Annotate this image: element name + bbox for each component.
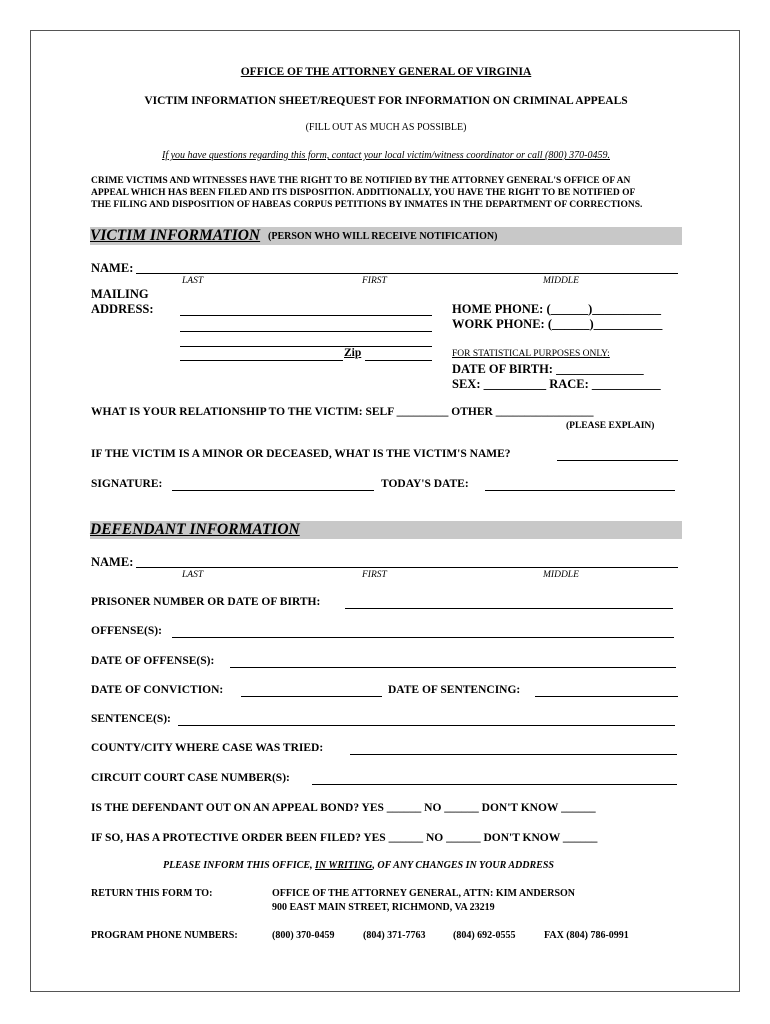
phone-2: (804) 371-7763 (363, 930, 426, 941)
return-address-line-2: 900 EAST MAIN STREET, RICHMOND, VA 23219 (272, 902, 495, 913)
todays-date-input[interactable] (485, 490, 675, 491)
date-offenses-input[interactable] (230, 667, 676, 668)
rights-line-2: APPEAL WHICH HAS BEEN FILED AND ITS DISPOSITION. ADDITIONALLY, YOU HAVE THE RIGHT TO BE NOTIFIED OF (91, 188, 636, 198)
victim-dob-field[interactable]: DATE OF BIRTH: ______________ (452, 362, 644, 376)
county-label: COUNTY/CITY WHERE CASE WAS TRIED: (91, 742, 324, 754)
circuit-label: CIRCUIT COURT CASE NUMBER(S): (91, 772, 290, 784)
zip-input[interactable] (365, 360, 432, 361)
relationship-field[interactable]: WHAT IS YOUR RELATIONSHIP TO THE VICTIM: SELF _________ OTHER _________________ (91, 406, 594, 418)
inform-note (163, 860, 554, 871)
inform-note-emphasis: IN WRITING (315, 860, 373, 871)
form-subtitle: (FILL OUT AS MUCH AS POSSIBLE) (305, 122, 467, 133)
defendant-name-input[interactable] (136, 567, 678, 568)
inform-note-a: PLEASE INFORM THIS OFFICE, (163, 860, 313, 871)
sentence-label: SENTENCE(S): (91, 713, 171, 725)
defendant-heading: DEFENDANT INFORMATION (90, 521, 300, 538)
defendant-middle-caption: MIDDLE (543, 570, 579, 580)
address-line-2-input[interactable] (180, 331, 432, 332)
victim-name-label: NAME: (91, 261, 134, 275)
sentence-input[interactable] (178, 725, 675, 726)
address-line-1-input[interactable] (180, 315, 432, 316)
signature-input[interactable] (172, 490, 374, 491)
phone-3: (804) 692-0555 (453, 930, 516, 941)
victim-name-input[interactable] (136, 273, 678, 274)
return-address-line-1: OFFICE OF THE ATTORNEY GENERAL, ATTN: KIM ANDERSON (272, 888, 576, 899)
mailing-label-2: ADDRESS: (91, 302, 154, 316)
victim-first-caption: FIRST (362, 276, 387, 286)
appeal-bond-field[interactable]: IS THE DEFENDANT OUT ON AN APPEAL BOND? YES ______ NO ______ DON'T KNOW ______ (91, 802, 596, 814)
defendant-last-caption: LAST (182, 570, 204, 580)
victim-heading-note: (PERSON WHO WILL RECEIVE NOTIFICATION) (268, 231, 498, 242)
return-label: RETURN THIS FORM TO: (91, 888, 213, 899)
circuit-input[interactable] (312, 784, 677, 785)
victim-middle-caption: MIDDLE (543, 276, 579, 286)
victim-heading: VICTIM INFORMATION (90, 227, 261, 244)
zip-label: Zip (344, 347, 362, 359)
offenses-input[interactable] (172, 637, 674, 638)
inform-note-c: , OF ANY CHANGES IN YOUR ADDRESS (372, 860, 554, 871)
sentencing-input[interactable] (535, 696, 678, 697)
conviction-input[interactable] (241, 696, 382, 697)
sentencing-label: DATE OF SENTENCING: (388, 684, 521, 696)
rights-line-1: CRIME VICTIMS AND WITNESSES HAVE THE RIGHT TO BE NOTIFIED BY THE ATTORNEY GENERAL'S OFFICE OF AN (91, 176, 631, 186)
address-line-3-input[interactable] (180, 346, 432, 347)
city-state-input[interactable] (180, 360, 343, 361)
statistical-note: FOR STATISTICAL PURPOSES ONLY: (452, 349, 610, 359)
todays-date-label: TODAY'S DATE: (381, 478, 469, 490)
prisoner-label: PRISONER NUMBER OR DATE OF BIRTH: (91, 596, 321, 608)
form-title: VICTIM INFORMATION SHEET/REQUEST FOR INFORMATION ON CRIMINAL APPEALS (144, 95, 628, 107)
mailing-label-1: MAILING (91, 287, 149, 301)
please-explain-caption: (PLEASE EXPLAIN) (566, 421, 655, 431)
conviction-label: DATE OF CONVICTION: (91, 684, 224, 696)
sex-race-field[interactable]: SEX: __________ RACE: ___________ (452, 377, 661, 391)
rights-line-3: THE FILING AND DISPOSITION OF HABEAS CORPUS PETITIONS BY INMATES IN THE DEPARTMENT OF CORRECTIONS. (91, 200, 643, 210)
phone-1: (800) 370-0459 (272, 930, 335, 941)
date-offenses-label: DATE OF OFFENSE(S): (91, 655, 215, 667)
fax-number: FAX (804) 786-0991 (544, 930, 629, 941)
minor-victim-label: IF THE VICTIM IS A MINOR OR DECEASED, WHAT IS THE VICTIM'S NAME? (91, 448, 511, 460)
defendant-first-caption: FIRST (362, 570, 387, 580)
protective-order-field[interactable]: IF SO, HAS A PROTECTIVE ORDER BEEN FILED? YES ______ NO ______ DON'T KNOW ______ (91, 832, 598, 844)
questions-note: If you have questions regarding this form, contact your local victim/witness coordinator or call (800) 370-0459. (161, 150, 610, 161)
county-input[interactable] (350, 754, 677, 755)
offenses-label: OFFENSE(S): (91, 625, 162, 637)
program-phones-label: PROGRAM PHONE NUMBERS: (91, 930, 238, 941)
prisoner-input[interactable] (345, 608, 673, 609)
work-phone-field[interactable]: WORK PHONE: (______)___________ (452, 317, 663, 331)
signature-label: SIGNATURE: (91, 478, 163, 490)
minor-victim-input[interactable] (557, 460, 678, 461)
defendant-name-label: NAME: (91, 555, 134, 569)
home-phone-field[interactable]: HOME PHONE: (______)___________ (452, 302, 662, 316)
victim-last-caption: LAST (182, 276, 204, 286)
page-border (30, 30, 740, 992)
office-title: OFFICE OF THE ATTORNEY GENERAL OF VIRGINIA (240, 66, 532, 78)
